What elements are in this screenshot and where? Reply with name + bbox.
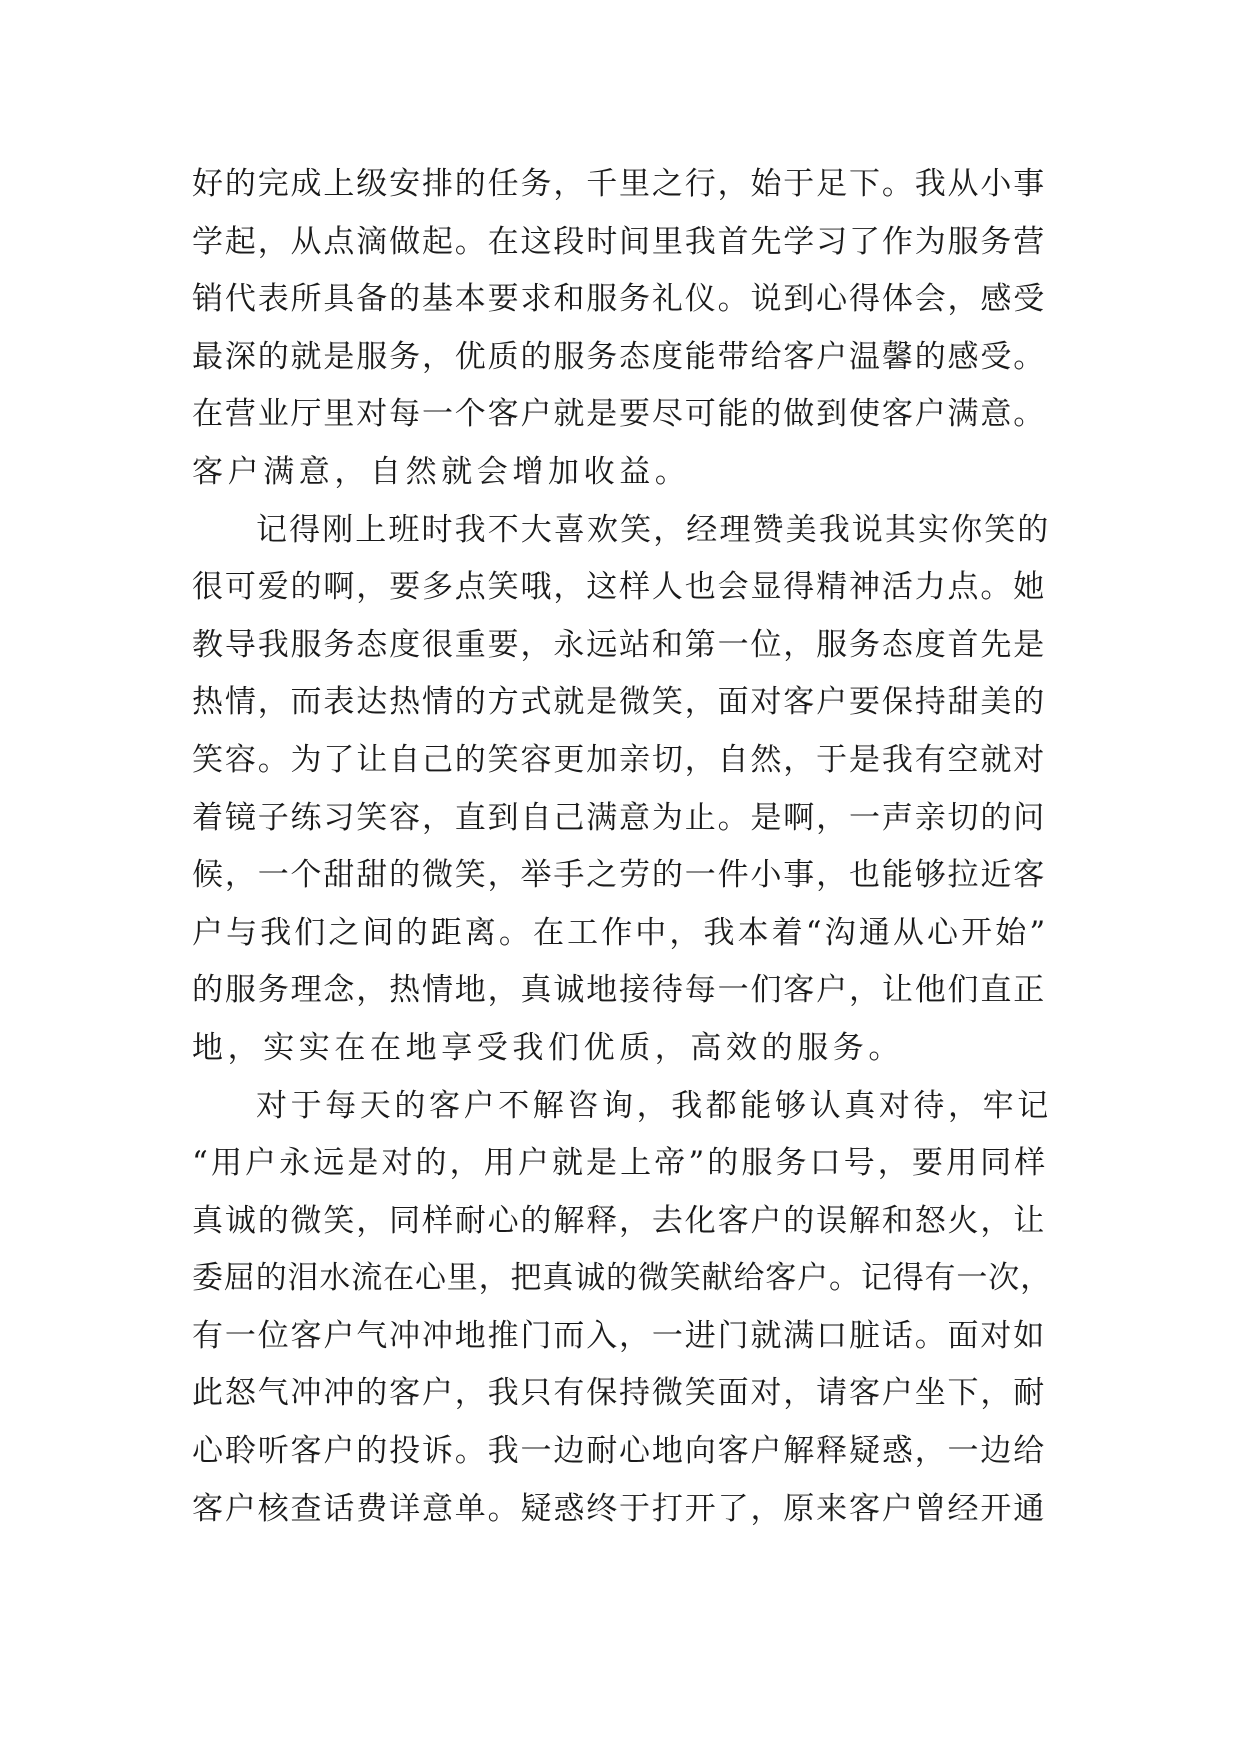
text-line: 记得刚上班时我不大喜欢笑，经理赞美我说其实你笑的 [256,511,1051,548]
text-line: 客户满意，自然就会增加收益。 [192,453,691,490]
text-line: 委屈的泪水流在心里，把真诚的微笑献给客户。记得有一次， [192,1260,1052,1297]
text-line: 热情，而表达热情的方式就是微笑，面对客户要保持甜美的 [192,684,1047,721]
text-line: 有一位客户气冲冲地推门而入，一进门就满口脏话。面对如 [192,1317,1047,1354]
text-line: 教导我服务态度很重要，永远站和第一位，服务态度首先是 [192,626,1047,663]
text-line: “用户永远是对的，用户就是上帝”的服务口号，要用同样 [192,1145,1049,1182]
text-line: 客户核查话费详意单。疑惑终于打开了，原来客户曾经开通 [192,1490,1047,1527]
text-line: 销代表所具备的基本要求和服务礼仪。说到心得体会，感受 [192,281,1047,318]
text-line: 地，实实在在地享受我们优质，高效的服务。 [192,1029,904,1066]
text-line: 候，一个甜甜的微笑，举手之劳的一件小事，也能够拉近客 [192,857,1047,894]
text-line: 学起，从点滴做起。在这段时间里我首先学习了作为服务营 [192,223,1047,260]
text-line: 好的完成上级安排的任务，千里之行，始于足下。我从小事 [192,166,1047,202]
text-line: 很可爱的啊，要多点笑哦，这样人也会显得精神活力点。她 [192,569,1047,606]
text-line: 心聆听客户的投诉。我一边耐心地向客户解释疑惑，一边给 [192,1433,1047,1470]
text-line: 户与我们之间的距离。在工作中，我本着“沟通从心开始” [192,914,1049,951]
text-line: 此怒气冲冲的客户，我只有保持微笑面对，请客户坐下，耐 [192,1375,1047,1412]
text-line: 真诚的微笑，同样耐心的解释，去化客户的误解和怒火，让 [192,1202,1047,1239]
text-line: 的服务理念，热情地，真诚地接待每一们客户，让他们直正 [192,972,1047,1009]
text-line: 对于每天的客户不解咨询，我都能够认真对待，牢记 [256,1087,1052,1124]
text-line: 最深的就是服务，优质的服务态度能带给客户温馨的感受。 [192,338,1047,375]
body-text [192,156,1052,1538]
text-line: 笑容。为了让自己的笑容更加亲切，自然，于是我有空就对 [192,741,1047,778]
text-line: 在营业厅里对每一个客户就是要尽可能的做到使客户满意。 [192,396,1047,433]
text-line: 着镜子练习笑容，直到自己满意为止。是啊，一声亲切的问 [192,799,1047,836]
